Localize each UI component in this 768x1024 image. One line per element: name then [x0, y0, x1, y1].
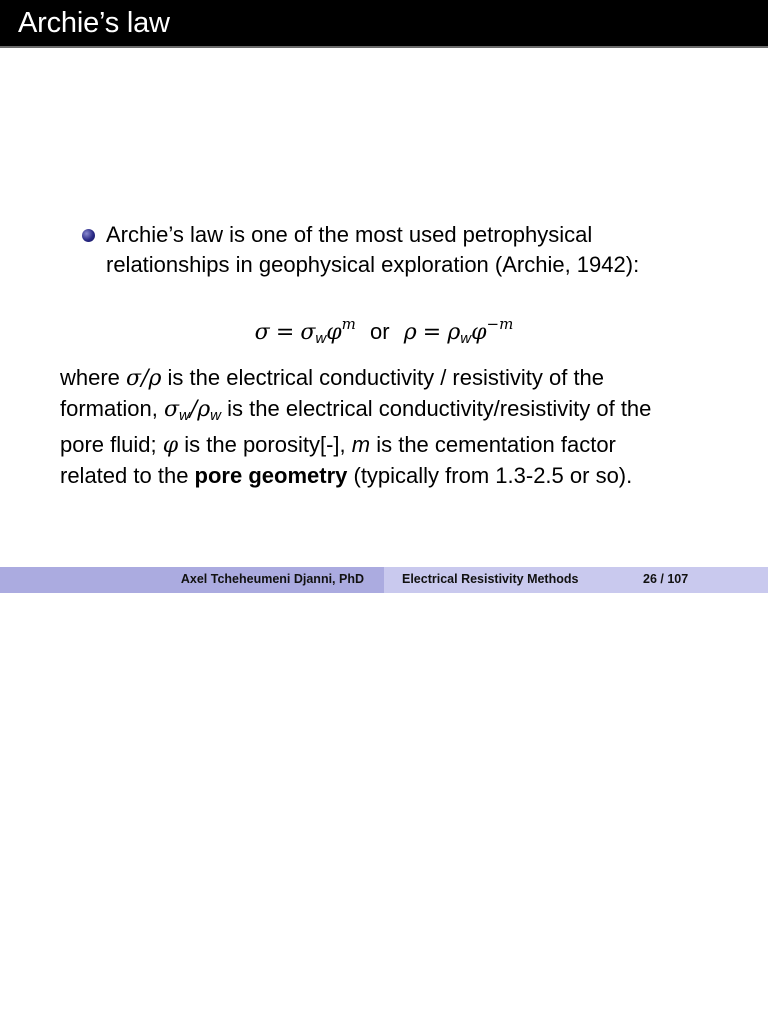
eq-equals-2: = — [422, 320, 442, 345]
footer-page-number: 26 / 107 — [643, 572, 689, 586]
slide-title: Archie’s law — [18, 7, 170, 39]
para-sub-w: w — [178, 406, 190, 424]
para-rho-w: ρ — [197, 396, 211, 422]
para-text: is the electrical conductivity/resistivity of the — [221, 395, 652, 421]
para-text: is the electrical conductivity / resistivity of the — [161, 365, 605, 390]
footer-left-panel — [0, 567, 384, 593]
para-slash: / — [189, 396, 198, 422]
para-text: (typically from 1.3-2.5 or so). — [347, 462, 633, 488]
eq-phi-2: φ — [471, 320, 487, 345]
eq-sub-w: w — [315, 330, 327, 347]
para-text: formation, — [60, 395, 164, 421]
para-text: related to the — [60, 462, 195, 488]
para-sub-w-2: w — [210, 406, 222, 424]
archie-equation — [0, 300, 768, 363]
para-sigma-w: σ — [163, 396, 179, 422]
title-bar — [0, 0, 768, 48]
eq-sup-neg-m: −m — [486, 315, 514, 333]
eq-phi: φ — [326, 320, 342, 345]
bullet-line-2: relationships in geophysical exploration (Archie, 1942): — [106, 252, 640, 277]
bullet-line-1: Archie’s law is one of the most used petrophysical — [106, 222, 593, 247]
bullet-text — [106, 220, 706, 280]
footer-bar — [0, 567, 768, 593]
para-sigma-rho: σ/ρ — [126, 366, 162, 391]
eq-sup-m: m — [341, 315, 356, 333]
footer-author: Axel Tcheheumeni Djanni, PhD — [180, 572, 364, 586]
para-bold-pore-geometry: pore geometry — [194, 462, 348, 488]
para-text: is the porosity[-], — [178, 432, 352, 457]
eq-sigma-w: σ — [300, 320, 316, 345]
para-text: is the cementation factor — [370, 432, 616, 457]
para-phi: φ — [162, 433, 179, 458]
para-text: where — [60, 365, 127, 390]
para-text: pore fluid; — [60, 432, 163, 457]
footer-presentation-title: Electrical Resistivity Methods — [402, 572, 579, 586]
eq-equals: = — [275, 320, 295, 345]
eq-or: or — [370, 319, 390, 344]
bullet-icon — [82, 229, 95, 242]
eq-sigma: σ — [254, 320, 270, 345]
explanation-paragraph — [60, 363, 740, 490]
eq-rho-w: ρ — [447, 320, 461, 345]
para-m: m — [351, 432, 371, 457]
eq-rho: ρ — [403, 320, 417, 345]
eq-sub-w-2: w — [460, 330, 472, 347]
